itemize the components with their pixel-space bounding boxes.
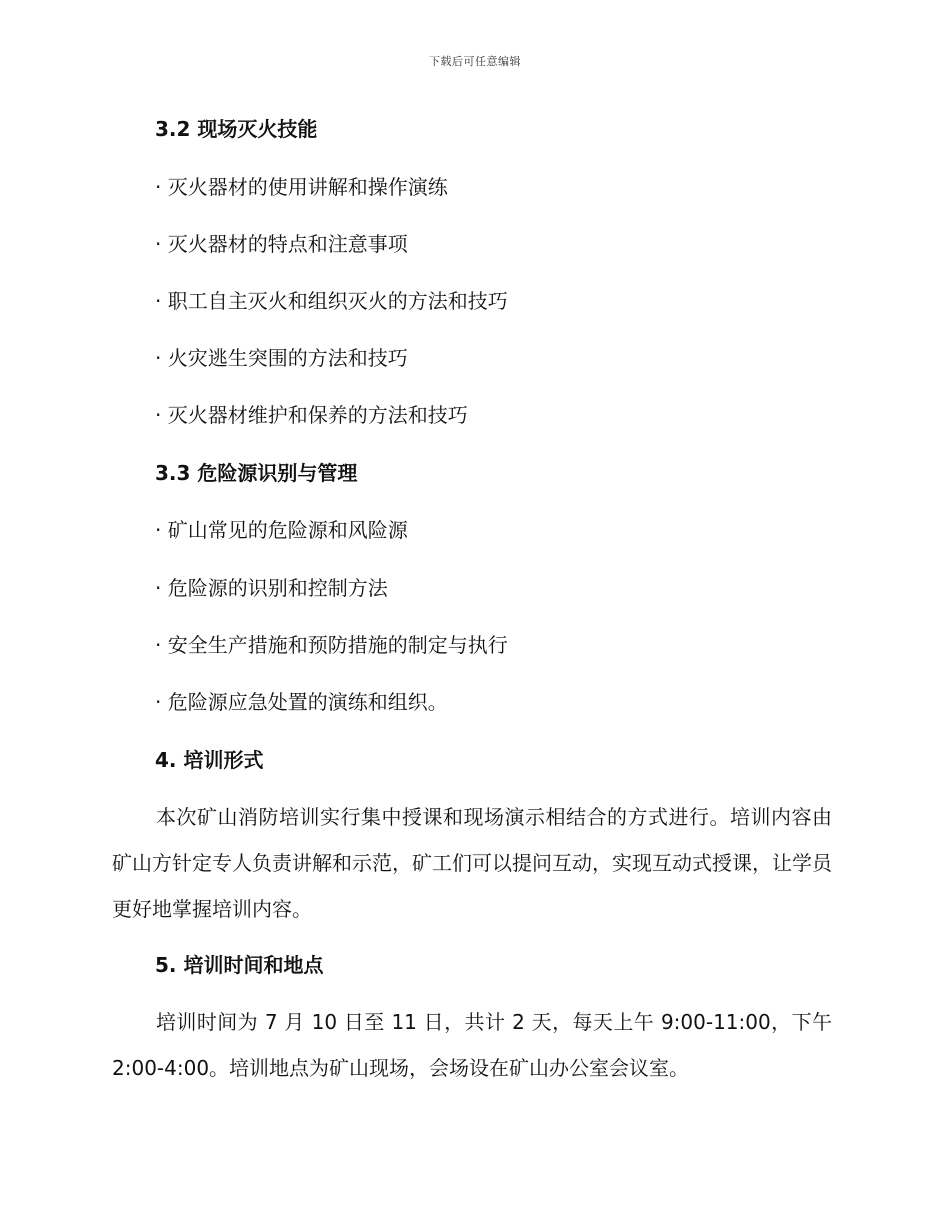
list-item: · 职工自主灭火和组织灭火的方法和技巧 [155,289,508,313]
list-item: · 危险源的识别和控制方法 [155,576,388,600]
list-item: · 火灾逃生突围的方法和技巧 [155,346,408,370]
section-4-heading: 4. 培训形式 [155,748,264,772]
section-4-paragraph: 本次矿山消防培训实行集中授课和现场演示相结合的方式进行。培训内容由矿山方针定专人负责讲解和示范，矿工们可以提问互动，实现互动式授课，让学员更好地掌握培训内容。 [112,805,832,921]
list-item: · 灭火器材的特点和注意事项 [155,232,408,256]
section-5-paragraph: 培训时间为 7 月 10 日至 11 日，共计 2 天，每天上午 9:00-11:00，下午 2:00-4:00。培训地点为矿山现场，会场设在矿山办公室会议室。 [112,1010,832,1080]
list-item: · 灭火器材的使用讲解和操作演练 [155,175,448,199]
list-item: · 矿山常见的危险源和风险源 [155,518,408,542]
section-3-2-heading: 3.2 现场灭火技能 [155,117,318,141]
list-item: · 安全生产措施和预防措施的制定与执行 [155,633,508,657]
list-item: · 灭火器材维护和保养的方法和技巧 [155,403,468,427]
section-5-heading: 5. 培训时间和地点 [155,953,324,977]
list-item: · 危险源应急处置的演练和组织。 [155,690,448,714]
page-header: 下载后可任意编辑 [429,55,521,68]
section-3-3-heading: 3.3 危险源识别与管理 [155,461,358,485]
